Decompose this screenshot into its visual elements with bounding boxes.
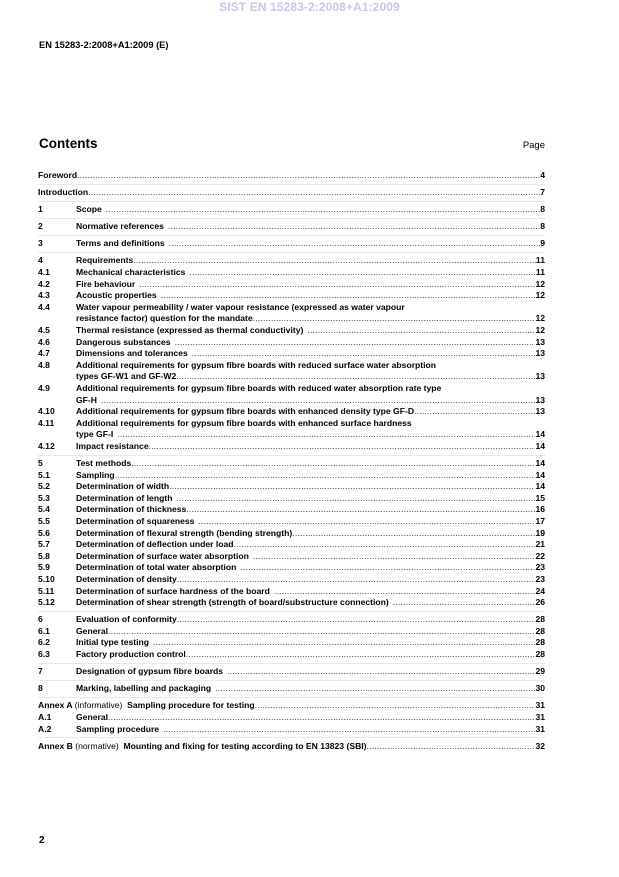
toc-entry-title: Dangerous substances [76, 336, 171, 347]
toc-entry-page: 9 [540, 238, 545, 249]
toc-entry-number: 7 [38, 666, 43, 677]
toc-entry-title: Determination of thickness [76, 504, 187, 515]
toc-entry-title-line1: Additional requirements for gypsum fibre boards with enhanced surface hardness [76, 417, 412, 428]
table-of-contents [38, 170, 545, 752]
toc-entry-page: 14 [535, 481, 545, 492]
toc-entry-page: 21 [535, 539, 545, 550]
toc-entry-page: 23 [535, 574, 545, 584]
leader-dots [234, 539, 536, 551]
toc-entry-annex-b[interactable] [38, 741, 545, 753]
leader-dots [186, 504, 535, 516]
leader-dots [177, 614, 536, 626]
toc-entry-5-7[interactable] [38, 539, 545, 551]
toc-entry-number: 5.10 [38, 574, 55, 584]
toc-entry-4-4[interactable] [38, 302, 545, 325]
toc-entry-number: 5.8 [38, 550, 50, 561]
leader-dots [274, 586, 536, 598]
toc-entry-page: 4 [540, 170, 545, 180]
leader-dots [176, 371, 535, 383]
toc-entry-title: Normative references [76, 221, 164, 232]
toc-entry-page: 11 [535, 255, 545, 266]
toc-entry-1[interactable] [38, 204, 545, 216]
separator [38, 663, 545, 664]
toc-entry-title: Mounting and fixing for testing according to EN 13823 (SBI) [123, 740, 367, 751]
toc-entry-4-7[interactable] [38, 348, 545, 360]
toc-entry-number: 1 [38, 204, 43, 215]
leader-dots [307, 325, 535, 337]
toc-entry-page: 19 [535, 527, 545, 538]
toc-entry-title: Impact resistance [76, 440, 149, 451]
leader-dots [189, 267, 536, 279]
toc-entry-title-line1: Additional requirements for gypsum fibre boards with reduced surface water absorption [76, 359, 437, 370]
toc-entry-page: 28 [535, 637, 545, 648]
leader-dots [88, 187, 540, 199]
toc-entry-number: 6.2 [38, 637, 50, 648]
toc-entry-title: Mechanical characteristics [76, 267, 186, 278]
toc-entry-page: 13 [535, 348, 545, 359]
toc-entry-title: General [76, 625, 109, 636]
toc-entry-title: Additional requirements for gypsum fibre boards with enhanced density type GF-D [76, 406, 415, 417]
leader-dots [240, 562, 535, 574]
toc-entry-5-8[interactable] [38, 551, 545, 563]
separator [38, 455, 545, 456]
toc-entry-page: 14 [535, 440, 545, 451]
toc-entry-6-2[interactable] [38, 637, 545, 649]
page-column-label: Page [522, 140, 545, 151]
toc-entry-page: 12 [535, 290, 545, 301]
leader-dots [393, 597, 536, 609]
leader-dots [101, 395, 535, 407]
leader-dots [292, 528, 535, 540]
toc-entry-number: 4.12 [38, 440, 55, 451]
toc-entry-number: 4.8 [38, 359, 50, 370]
leader-dots [253, 313, 536, 325]
toc-entry-number: 5.11 [38, 585, 55, 596]
toc-entry-title: Requirements [76, 255, 134, 266]
toc-entry-4-3[interactable] [38, 290, 545, 302]
toc-entry-number: 5.5 [38, 516, 50, 527]
toc-entry-number: 5.6 [38, 527, 50, 538]
leader-dots [117, 429, 535, 441]
toc-entry-page: 22 [535, 550, 545, 561]
leader-dots [227, 666, 535, 678]
leader-dots [163, 724, 535, 736]
toc-entry-5[interactable] [38, 458, 545, 470]
toc-entry-number: 4.3 [38, 290, 50, 301]
toc-entry-title: Determination of deflection under load [76, 539, 234, 550]
toc-entry-number: 4.2 [38, 278, 50, 289]
toc-entry-page: 13 [535, 371, 545, 382]
toc-entry-number: 6.3 [38, 649, 50, 660]
annex-label: Annex B [38, 740, 73, 751]
toc-entry-4[interactable] [38, 255, 545, 267]
page-number: 2 [39, 835, 45, 846]
toc-entry-introduction[interactable] [38, 187, 545, 199]
toc-entry-title: Factory production control [76, 649, 186, 660]
toc-entry-number: 5.7 [38, 539, 50, 550]
toc-entry-4-2[interactable] [38, 279, 545, 291]
toc-entry-page: 7 [540, 187, 545, 198]
toc-entry-4-5[interactable] [38, 325, 545, 337]
leader-dots [115, 470, 536, 482]
toc-entry-5-4[interactable] [38, 504, 545, 516]
annex-label: Annex A [38, 700, 73, 711]
separator [38, 235, 545, 236]
contents-title: Contents [39, 136, 98, 151]
toc-entry-title: Designation of gypsum fibre boards [76, 666, 224, 677]
toc-entry-number: 5.4 [38, 504, 50, 515]
toc-entry-4-9[interactable] [38, 383, 545, 406]
toc-entry-page: 15 [535, 492, 545, 503]
leader-dots [215, 683, 535, 695]
toc-entry-title: General [76, 711, 109, 722]
toc-entry-page: 30 [535, 683, 545, 694]
toc-entry-title: Introduction [38, 187, 89, 198]
toc-entry-title: Determination of surface water absorption [76, 550, 249, 561]
toc-entry-title: Determination of squareness [76, 516, 195, 527]
toc-entry-7[interactable] [38, 666, 545, 678]
toc-entry-5-9[interactable] [38, 562, 545, 574]
toc-entry-page: 24 [535, 585, 545, 596]
toc-entry-4-8[interactable] [38, 360, 545, 383]
leader-dots [169, 481, 535, 493]
toc-entry-4-12[interactable] [38, 441, 545, 453]
toc-entry-page: 13 [535, 406, 545, 417]
toc-entry-5-3[interactable] [38, 493, 545, 505]
toc-entry-number: 4.10 [38, 406, 55, 417]
toc-entry-4-1[interactable] [38, 267, 545, 279]
separator [38, 201, 545, 202]
toc-entry-6-3[interactable] [38, 649, 545, 661]
document-id-header: EN 15283-2:2008+A1:2009 (E) [39, 40, 169, 50]
toc-entry-title: Scope [76, 204, 102, 215]
toc-entry-6[interactable] [38, 614, 545, 626]
separator [38, 680, 545, 681]
toc-entry-3[interactable] [38, 238, 545, 250]
toc-entry-title: Foreword [38, 170, 78, 180]
toc-entry-page: 12 [535, 313, 545, 324]
toc-entry-number: 5.1 [38, 469, 50, 480]
toc-entry-4-6[interactable] [38, 337, 545, 349]
toc-entry-page: 23 [535, 562, 545, 573]
separator [38, 737, 545, 738]
toc-entry-page: 28 [535, 614, 545, 625]
toc-entry-title: Test methods [76, 458, 132, 469]
toc-entry-6-1[interactable] [38, 626, 545, 638]
toc-entry-5-11[interactable] [38, 586, 545, 598]
toc-entry-number: 5.3 [38, 492, 50, 503]
separator [38, 184, 545, 185]
toc-entry-page: 31 [535, 700, 545, 711]
leader-dots [414, 406, 535, 418]
toc-entry-title: Determination of surface hardness of the board [76, 585, 270, 596]
toc-entry-title: Terms and definitions [76, 238, 165, 249]
toc-entry-number: 4.9 [38, 383, 50, 393]
toc-entry-title: Initial type testing [76, 637, 150, 648]
toc-entry-page: 28 [535, 649, 545, 660]
toc-entry-number: 8 [38, 683, 43, 694]
toc-entry-5-10[interactable] [38, 574, 545, 586]
toc-entry-page: 31 [535, 723, 545, 734]
toc-entry-page: 14 [535, 429, 545, 440]
toc-entry-page: 11 [535, 267, 545, 278]
toc-entry-5-5[interactable] [38, 516, 545, 528]
toc-entry-page: 28 [535, 625, 545, 636]
leader-dots [149, 441, 536, 453]
toc-entry-title: Evaluation of conformity [76, 614, 177, 625]
leader-dots [253, 551, 536, 563]
toc-entry-title: Sampling procedure for testing [127, 700, 255, 711]
leader-dots [186, 649, 536, 661]
toc-entry-number: 4 [38, 255, 43, 266]
leader-dots [367, 741, 536, 753]
annex-kind: (informative) [74, 700, 123, 711]
toc-entry-title-line1: Water vapour permeability / water vapour resistance (expressed as water vapour [76, 301, 405, 312]
toc-entry-page: 31 [535, 711, 545, 722]
toc-entry-title: Dimensions and tolerances [76, 348, 188, 359]
toc-entry-page: 29 [535, 666, 545, 677]
toc-entry-title: Sampling [76, 469, 115, 480]
toc-entry-page: 12 [535, 278, 545, 289]
toc-entry-page: 17 [535, 516, 545, 527]
toc-entry-page: 13 [535, 336, 545, 347]
toc-entry-4-10[interactable] [38, 406, 545, 418]
leader-dots [153, 637, 535, 649]
toc-entry-title: Determination of density [76, 574, 177, 584]
toc-entry-number: 4.11 [38, 417, 55, 428]
toc-entry-page: 14 [535, 469, 545, 480]
toc-entry-page: 14 [535, 458, 545, 469]
leader-dots [108, 626, 535, 638]
toc-entry-title: Thermal resistance (expressed as thermal conductivity) [76, 325, 304, 336]
toc-entry-title: Determination of width [76, 481, 170, 492]
toc-entry-5-6[interactable] [38, 528, 545, 540]
separator [38, 252, 545, 253]
toc-entry-number: 3 [38, 238, 43, 249]
toc-entry-number: 5 [38, 458, 43, 469]
toc-entry-title: Fire behaviour [76, 278, 136, 289]
toc-entry-title: Sampling procedure [76, 723, 160, 734]
leader-dots [161, 290, 536, 302]
toc-entry-number: 6.1 [38, 625, 50, 636]
toc-entry-title: Acoustic properties [76, 290, 157, 301]
leader-dots [177, 574, 536, 586]
toc-entry-title: Determination of total water absorption [76, 562, 237, 573]
toc-entry-title-line2: GF-H [76, 394, 98, 405]
toc-entry-number: 4.6 [38, 336, 50, 347]
toc-entry-5-1[interactable] [38, 470, 545, 482]
toc-entry-5-2[interactable] [38, 481, 545, 493]
toc-entry-title: Determination of length [76, 492, 173, 503]
toc-entry-title-line2: resistance factor) question for the mandate [76, 313, 253, 324]
leader-dots [133, 255, 536, 267]
leader-dots [192, 348, 536, 360]
toc-entry-a-2[interactable] [38, 724, 545, 736]
toc-entry-8[interactable] [38, 683, 545, 695]
toc-entry-number: 6 [38, 614, 43, 625]
toc-entry-page: 13 [535, 394, 545, 405]
toc-entry-page: 26 [535, 597, 545, 608]
leader-dots [169, 238, 541, 250]
toc-entry-5-12[interactable] [38, 597, 545, 609]
toc-entry-number: 5.2 [38, 481, 50, 492]
toc-entry-number: 4.1 [38, 267, 50, 278]
toc-entry-number: 5.9 [38, 562, 50, 573]
leader-dots [168, 221, 540, 233]
toc-entry-title: Determination of shear strength (strength of board/substructure connection) [76, 597, 389, 608]
toc-entry-page: 8 [540, 204, 545, 215]
toc-entry-number: A.2 [38, 723, 52, 734]
leader-dots [106, 204, 540, 216]
leader-dots [255, 700, 536, 712]
watermark: SIST EN 15283-2:2008+A1:2009 [219, 0, 400, 14]
toc-entry-annex-a[interactable] [38, 700, 545, 712]
toc-entry-4-11[interactable] [38, 418, 545, 441]
toc-entry-page: 12 [535, 325, 545, 336]
leader-dots [198, 516, 535, 528]
toc-entry-title-line1: Additional requirements for gypsum fibre boards with reduced water absorption rate type [76, 383, 442, 393]
leader-dots [108, 712, 535, 724]
toc-entry-number: A.1 [38, 711, 52, 722]
toc-entry-page: 32 [535, 740, 545, 751]
leader-dots [175, 337, 536, 349]
toc-entry-title: Marking, labelling and packaging [76, 683, 212, 694]
toc-entry-number: 4.7 [38, 348, 50, 359]
toc-entry-foreword[interactable] [38, 170, 545, 182]
separator [38, 611, 545, 612]
toc-entry-title: Determination of flexural strength (bending strength) [76, 527, 293, 538]
annex-kind: (normative) [75, 740, 119, 751]
separator [38, 697, 545, 698]
toc-entry-number: 4.5 [38, 325, 50, 336]
leader-dots [131, 458, 535, 470]
leader-dots [77, 170, 540, 182]
toc-entry-number: 5.12 [38, 597, 55, 608]
toc-entry-page: 16 [535, 504, 545, 515]
separator [38, 218, 545, 219]
leader-dots [176, 493, 535, 505]
toc-entry-2[interactable] [38, 221, 545, 233]
toc-entry-number: 4.4 [38, 301, 50, 312]
toc-entry-title-line2: types GF-W1 and GF-W2 [76, 371, 177, 382]
toc-entry-a-1[interactable] [38, 712, 545, 724]
leader-dots [139, 279, 535, 291]
toc-entry-page: 8 [540, 221, 545, 232]
toc-entry-title-line2: type GF-I [76, 429, 114, 440]
toc-entry-number: 2 [38, 221, 43, 232]
